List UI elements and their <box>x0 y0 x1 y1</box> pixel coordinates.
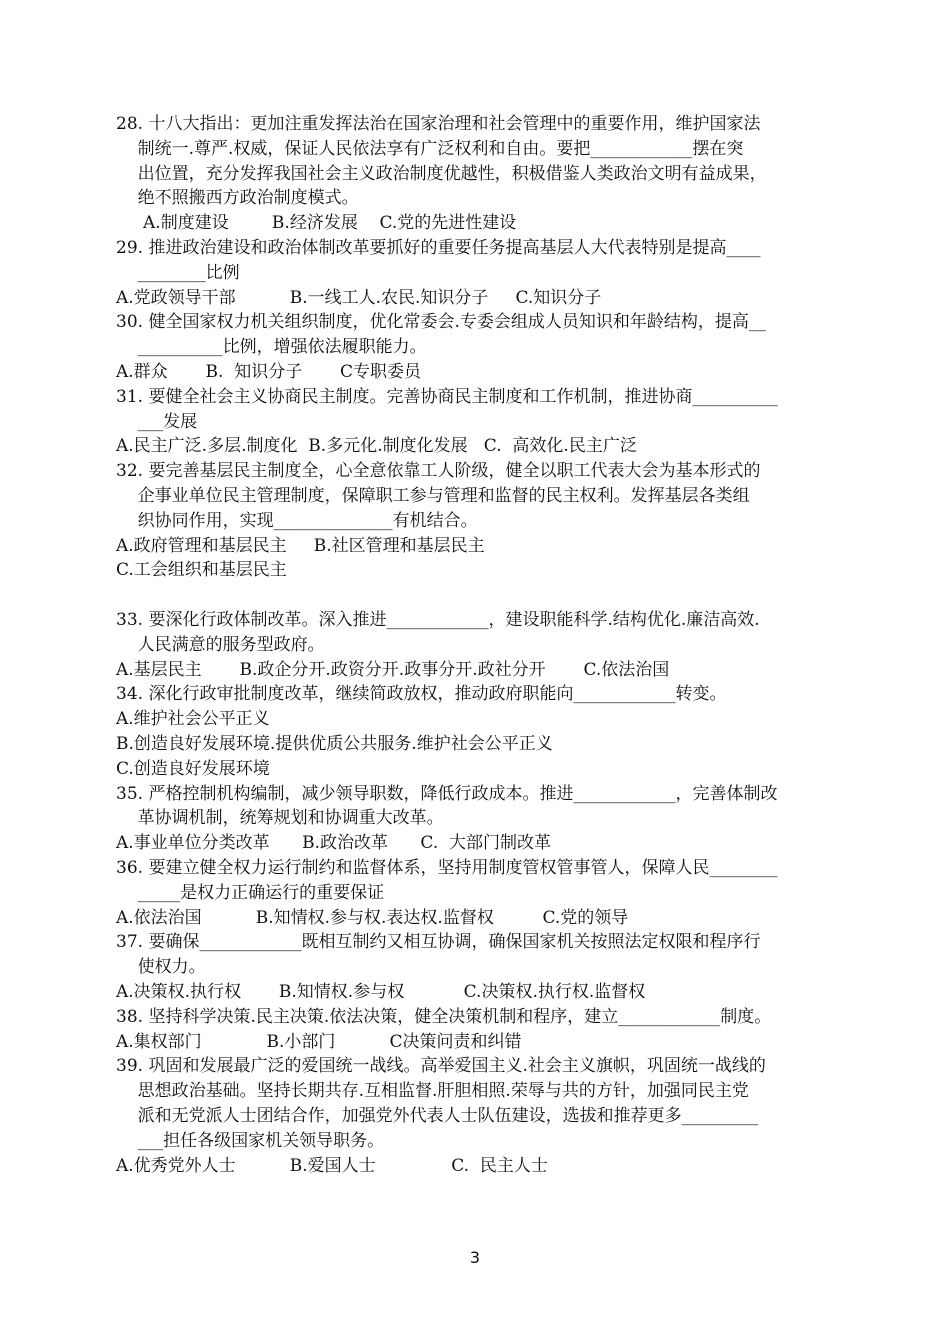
text-line: 企事业单位民主管理制度，保障职工参与管理和监督的民主权利。发挥基层各类组 <box>116 486 750 506</box>
text-line: 出位置，充分发挥我国社会主义政治制度优越性，积极借鉴人类政治文明有益成果， <box>116 163 767 184</box>
text-line: 人民满意的服务型政府。 <box>116 634 325 655</box>
text-line: 37. 要确保____________既相互制约又相互协调，确保国家机关按照法定权限和程序行 <box>116 932 761 953</box>
text-line: 30. 健全国家权力机关组织制度，优化常委会.专委会组成人员知识和年龄结构，提高__ <box>116 312 766 333</box>
text-line: 38. 坚持科学决策.民主决策.依法决策，健全决策机制和程序，建立____________制度。 <box>116 1006 772 1027</box>
text-line: 31. 要健全社会主义协商民主制度。完善协商民主制度和工作机制，推进协商__________ <box>116 386 778 407</box>
text-line: 制统一.尊严.权威，保证人民依法享有广泛权利和自由。要把____________摆在突 <box>116 138 744 159</box>
text-line: C.工会组织和基层民主 <box>116 560 287 581</box>
text-line: 35. 严格控制机构编制，减少领导职数，降低行政成本。推进____________，完善体制改 <box>116 783 778 804</box>
text-line: A.决策权.执行权 B.知情权.参与权 C.决策权.执行权.监督权 <box>116 982 646 1002</box>
page-number: 3 <box>469 1248 481 1267</box>
text-line: 28. 十八大指出：更加注重发挥法治在国家治理和社会管理中的重要作用，维护国家法 <box>116 114 761 134</box>
text-line: ___担任各级国家机关领导职务。 <box>116 1130 385 1151</box>
text-line: ___发展 <box>116 411 198 432</box>
text-line: A.集权部门 B.小部门 C决策问责和纠错 <box>116 1031 522 1052</box>
text-line: 39. 巩固和发展最广泛的爱国统一战线。高举爱国主义.社会主义旗帜，巩固统一战线的 <box>116 1056 766 1077</box>
text-line: 派和无党派人士团结合作，加强党外代表人士队伍建设，选拔和推荐更多_________ <box>116 1106 759 1126</box>
text-line: 34. 深化行政审批制度改革，继续简政放权，推动政府职能向____________转变。 <box>116 684 727 705</box>
text-line: 29. 推进政治建设和政治体制改革要抓好的重要任务提高基层人大代表特别是提高____ <box>116 238 761 258</box>
text-line: 使权力。 <box>116 957 206 978</box>
text-line: A.民主广泛.多层.制度化 B.多元化.制度化发展 C. 高效化.民主广泛 <box>116 436 637 457</box>
text-line: A.基层民主 B.政企分开.政资分开.政事分开.政社分开 C.依法治国 <box>116 659 670 680</box>
text-line: 绝不照搬西方政治制度模式。 <box>116 188 359 209</box>
text-line: ________比例 <box>116 262 240 283</box>
text-line: __________比例，增强依法履职能力。 <box>116 337 427 358</box>
text-line: 33. 要深化行政体制改革。深入推进____________，建设职能科学.结构优化.廉洁高效. <box>116 610 760 630</box>
text-line: A.群众 B. 知识分子 C专职委员 <box>116 362 422 382</box>
text-line: A.依法治国 B.知情权.参与权.表达权.监督权 C.党的领导 <box>116 907 629 928</box>
text-line: 思想政治基础。坚持长期共存.互相监督.肝胆相照.荣辱与共的方针，加强同民主党 <box>116 1081 749 1102</box>
text-line: A.制度建设 B.经济发展 C.党的先进性建设 <box>116 213 517 234</box>
text-line: A.事业单位分类改革 B.政治改革 C. 大部门制改革 <box>116 833 552 854</box>
text-line: A.维护社会公平正义 <box>116 709 270 730</box>
text-line: A.党政领导干部 B.一线工人.农民.知识分子 C.知识分子 <box>116 287 602 308</box>
text-line: 织协同作用，实现______________有机结合。 <box>116 510 478 531</box>
text-line: A.政府管理和基层民主 B.社区管理和基层民主 <box>116 535 485 556</box>
text-line: 32. 要完善基层民主制度全，心全意依靠工人阶级，健全以职工代表大会为基本形式的 <box>116 461 761 482</box>
text-line: _____是权力正确运行的重要保证 <box>116 882 385 903</box>
text-line: 36. 要建立健全权力运行制约和监督体系，坚持用制度管权管事管人，保障人民________ <box>116 858 778 878</box>
text-line: 革协调机制，统筹规划和协调重大改革。 <box>116 808 444 829</box>
text-line: C.创造良好发展环境 <box>116 758 270 779</box>
text-line: B.创造良好发展环境.提供优质公共服务.维护社会公平正义 <box>116 734 553 754</box>
text-line: A.优秀党外人士 B.爱国人士 C. 民主人士 <box>116 1155 548 1176</box>
